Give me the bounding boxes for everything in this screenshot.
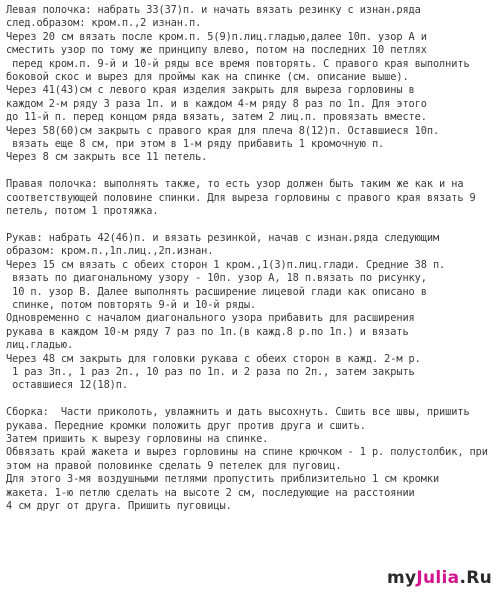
text-line: перед кром.п. 9-й и 10-й ряды все время повторять. С правого края выполнить [6,57,470,70]
text-line: лиц.гладью. [6,339,74,352]
text-line: жакета. 1-ю петлю сделать на высоте 2 см, последующие на расстоянии [6,486,415,499]
text-line: 1 раз 3п., 1 раз 2п., 10 раз по 1п. и 2 раза по 2п., затем закрыть [6,365,415,378]
section-sleeve [6,232,496,393]
section-assembly [6,406,496,513]
text-line: оставшиеся 12(18)п. [6,379,128,392]
text-line: спинке, потом повторять 9-й и 10-й ряды. [6,298,257,311]
text-line: след.образом: кром.п.,2 изнан.п. [6,17,202,30]
text-line: рукава. Передние кромки положить друг против друга и сшить. [6,419,366,432]
text-line: Правая полочка: выполнять также, то есть узор должен быть таким же как и на [6,178,464,191]
site-watermark [387,568,492,588]
knitting-instructions [6,4,496,513]
paragraph-gap [6,218,496,231]
paragraph-gap [6,165,496,178]
text-line: соответствующей половине спинки. Для выреза горловины с правого края вязать 9 [6,191,476,204]
text-line: до 11-й п. перед концом ряда вязать, затем 2 лиц.п. провязать вместе. [6,111,427,124]
text-line: 4 см друг от друга. Пришить пуговицы. [6,499,232,512]
text-line: Затем пришить к вырезу горловины на спинке. [6,432,269,445]
text-line: вязать по диагональному узору - 10п. узор А, 18 п.вязать по рисунку, [6,272,427,285]
text-line: сместить узор по тому же принципу влево, потом на последних 10 петлях [6,44,427,57]
text-line: Через 48 см закрыть для головки рукава с обеих сторон в кажд. 2-м р. [6,352,421,365]
watermark-part: my [386,568,417,588]
watermark-accent: Julia [416,568,460,588]
text-line: Одновременно с началом диагонального узора прибавить для расширения [6,312,415,325]
text-line: вязать еще 8 см, при этом в 1-м ряду прибавить 1 кромочную п. [6,138,385,151]
text-line: Через 20 см вязать после кром.п. 5(9)п.лиц.гладью,далее 10п. узор А и [6,30,427,43]
text-line: Через 41(43)см с левого края изделия закрыть для выреза горловины в [6,84,415,97]
text-line: Обвязать край жакета и вырез горловины на спине крючком - 1 р. полустолбик, при [6,446,488,459]
text-line: Через 15 см вязать с обеих сторон 1 кром.,1(3)п.лиц.глади. Средние 38 п. [6,258,446,271]
text-line: Для этого 3-мя воздушными петлями пропустить приблизительно 1 см кромки [6,473,440,486]
watermark-part: .Ru [459,568,492,588]
text-line: Левая полочка: набрать 33(37)п. и начать вязать резинку с изнан.ряда [6,4,421,16]
text-line: каждом 2-м ряду 3 раза 1п. и в каждом 4-м ряду 8 раз по 1п. Для этого [6,97,427,110]
text-line: рукава в каждом 10-м ряду 7 раз по 1п.(в кажд.8 р.по 1п.) и вязать [6,325,409,338]
text-line: образом: кром.п.,1п.лиц.,2п.изнан. [6,245,214,258]
section-right-front [6,178,496,218]
text-line: петель, потом 1 протяжка. [6,205,159,218]
text-line: Рукав: набрать 42(46)п. и вязать резинкой, начав с изнан.ряда следующим [6,231,440,244]
text-line: Сборка: Части приколоть, увлажнить и дать высохнуть. Сшить все швы, пришить [6,406,470,419]
text-line: Через 8 см закрыть все 11 петель. [6,151,208,164]
paragraph-gap [6,393,496,406]
text-line: этом на правой половинке сделать 9 петелек для пуговиц. [6,459,342,472]
text-line: Через 58(60)см закрыть с правого края для плеча 8(12)п. Оставшиеся 10п. [6,124,440,137]
text-line: боковой скос и вырез для проймы как на спинке (см. описание выше). [6,71,409,84]
text-line: 10 п. узор В. Далее выполнять расширение лицевой глади как описано в [6,285,427,298]
section-left-front [6,4,496,165]
